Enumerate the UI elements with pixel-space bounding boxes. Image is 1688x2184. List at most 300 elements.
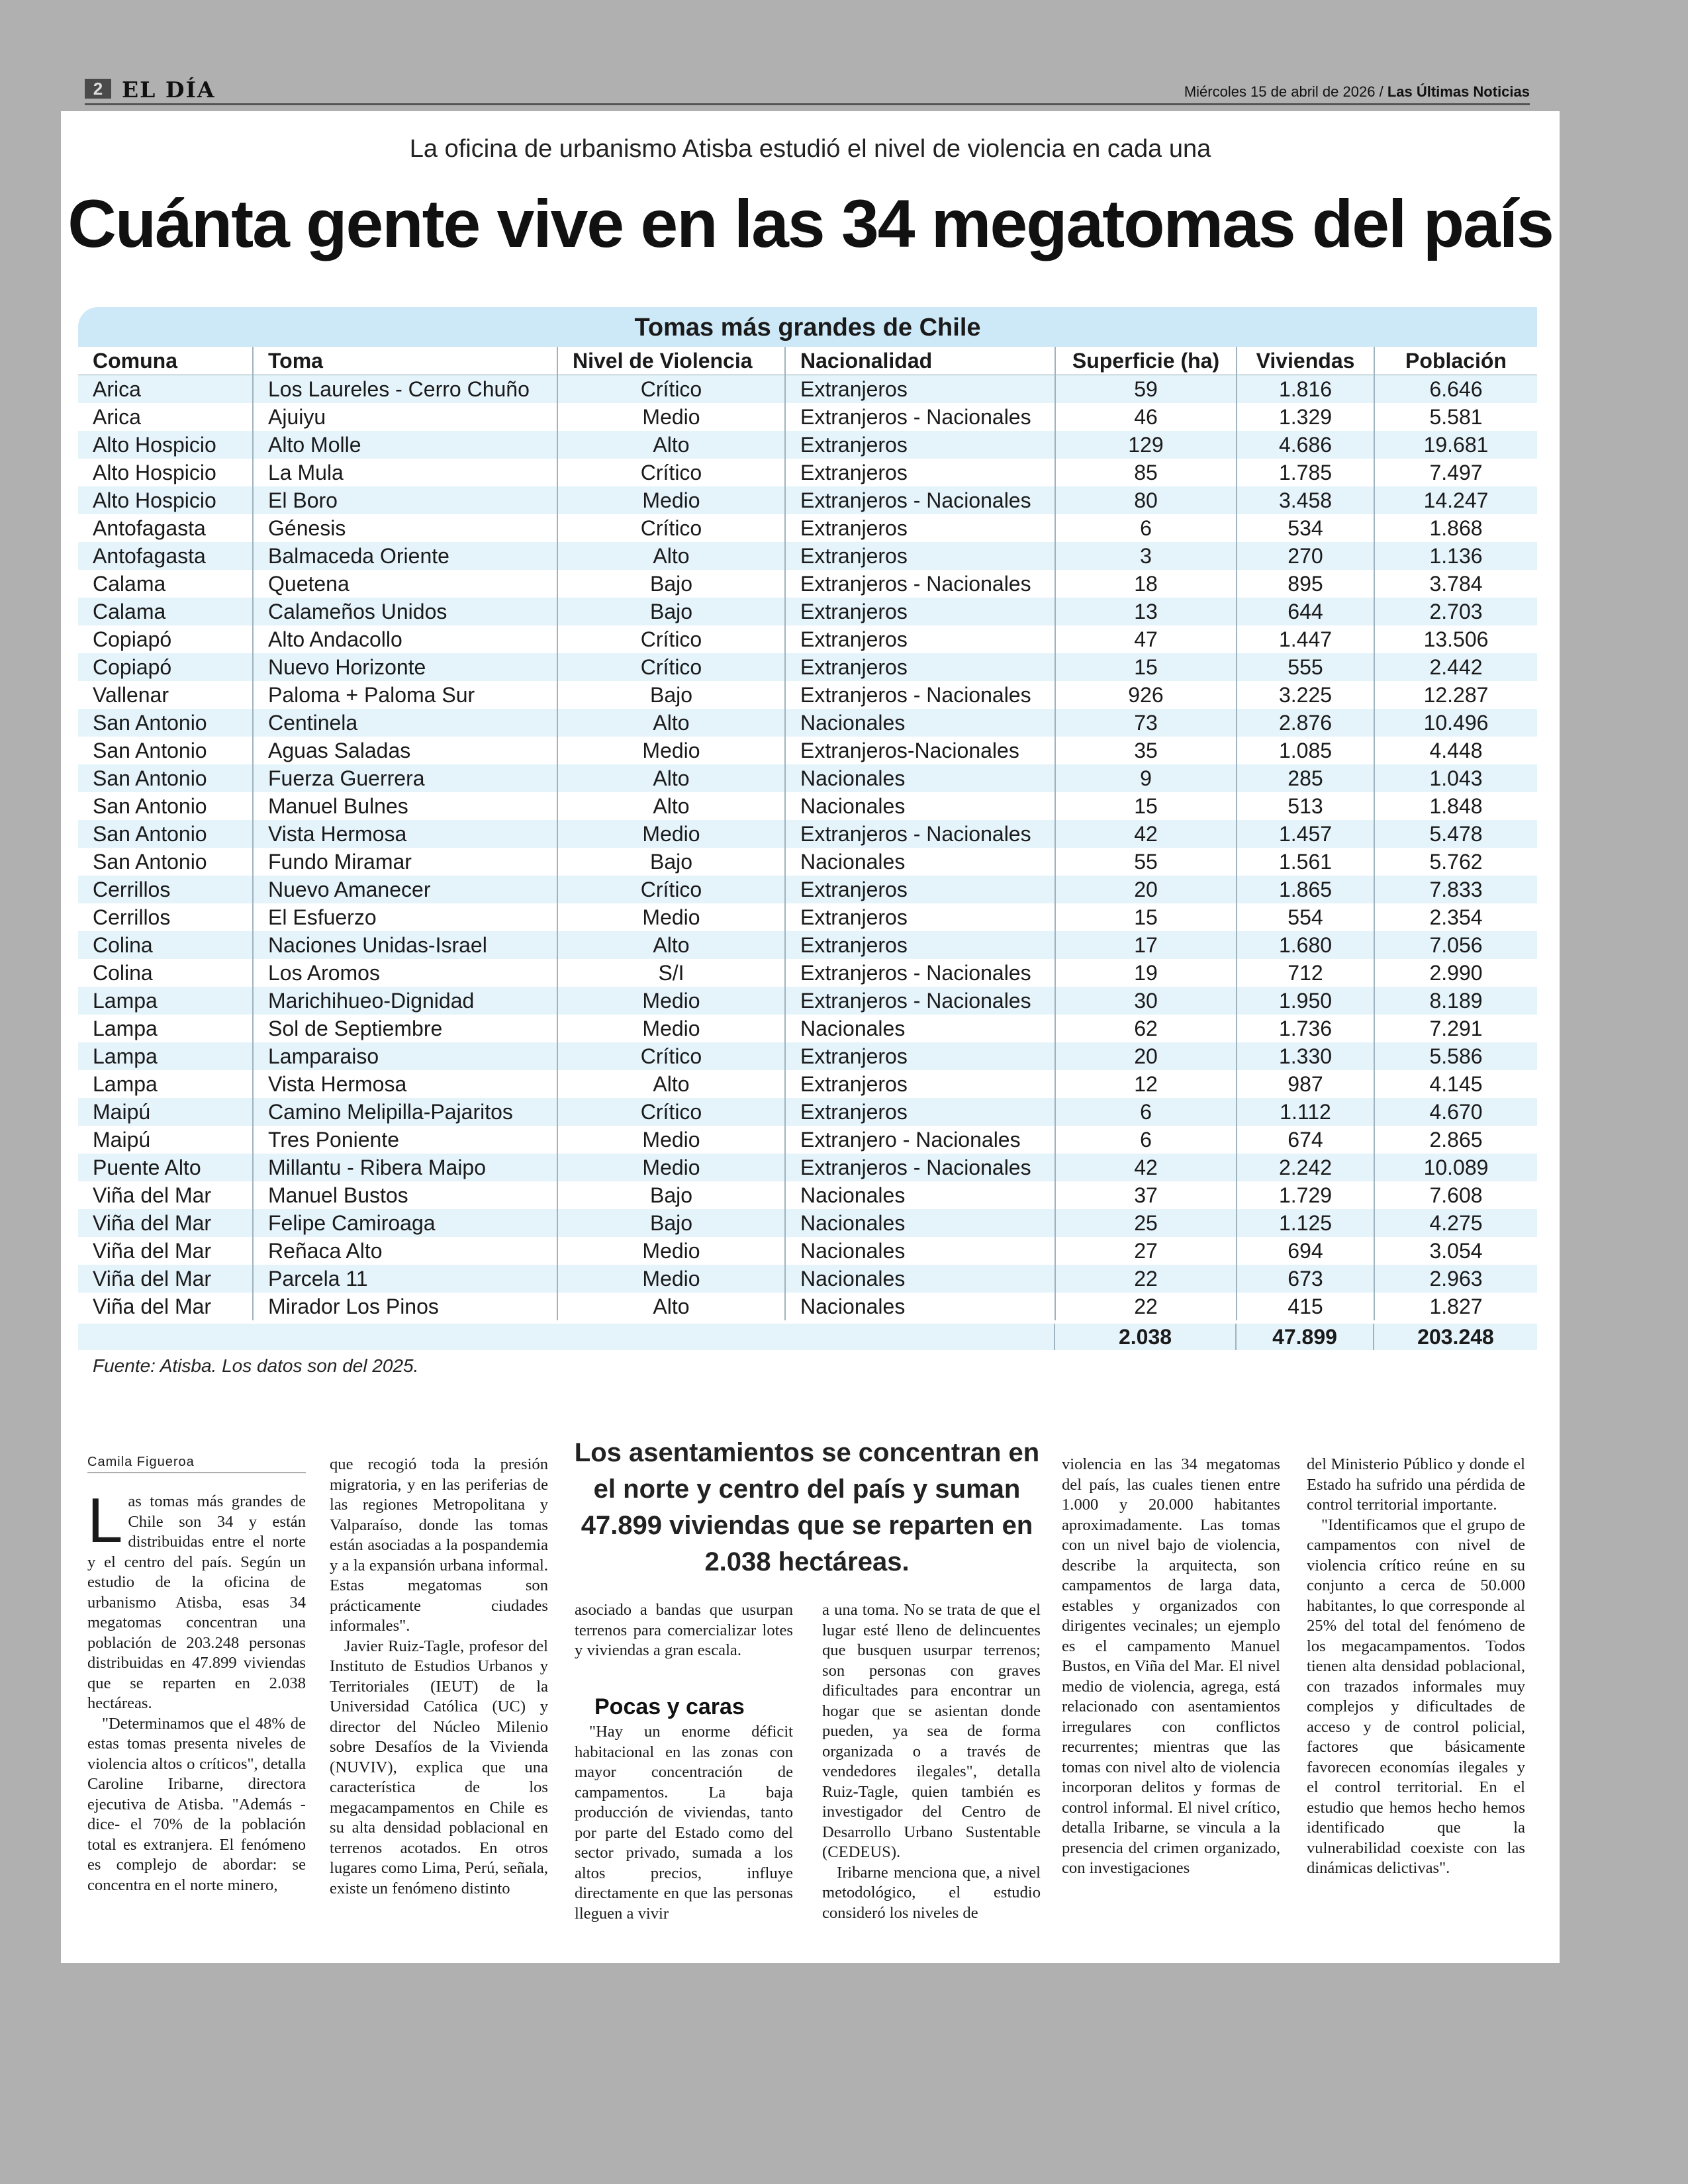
cell-superficie: 46 bbox=[1055, 403, 1237, 431]
cell-superficie: 926 bbox=[1055, 681, 1237, 709]
cell-poblacion: 1.827 bbox=[1374, 1293, 1537, 1320]
cell-viviendas: 673 bbox=[1237, 1265, 1374, 1293]
table-row bbox=[78, 1293, 1537, 1320]
paragraph: violencia en las 34 megatomas del país, las cuales tienen entre 1.000 y 20.000 habitantes aproximadamente. Las tomas con un nivel bajo de violencia, describe la arquitecta, son campamentos de larga data, estables y organizados con dirigentes vecinales; un ejemplo es el campamento Manuel Bustos, en Viña del Mar. El nivel medio de violencia, agrega, está relacionado con asentamientos irregulares con conflictos recurrentes; mientras que las tomas con nivel alto de violencia incorporan delitos y formas de control informal. El nivel crítico, detalla Iribarne, se vincula a la presencia del crimen organizado, con investigaciones bbox=[1062, 1455, 1280, 1877]
cell-nacionalidad: Extranjeros bbox=[785, 653, 1055, 681]
cell-toma: Felipe Camiroaga bbox=[253, 1209, 557, 1237]
cell-viviendas: 4.686 bbox=[1237, 431, 1374, 459]
cell-superficie: 13 bbox=[1055, 598, 1237, 625]
cell-poblacion: 1.043 bbox=[1374, 764, 1537, 792]
cell-superficie: 6 bbox=[1055, 514, 1237, 542]
cell-violencia: Crítico bbox=[557, 1042, 785, 1070]
cell-nacionalidad: Extranjeros - Nacionales bbox=[785, 681, 1055, 709]
cell-nacionalidad: Extranjeros bbox=[785, 625, 1055, 653]
cell-toma: Millantu - Ribera Maipo bbox=[253, 1154, 557, 1181]
byline: Camila Figueroa bbox=[87, 1455, 306, 1473]
total-superficie: 2.038 bbox=[1118, 1325, 1172, 1349]
cell-superficie: 18 bbox=[1055, 570, 1237, 598]
cell-comuna: Lampa bbox=[78, 1015, 253, 1042]
cell-poblacion: 10.496 bbox=[1374, 709, 1537, 737]
cell-superficie: 15 bbox=[1055, 653, 1237, 681]
cell-comuna: Copiapó bbox=[78, 653, 253, 681]
cell-comuna: Puente Alto bbox=[78, 1154, 253, 1181]
cell-poblacion: 4.145 bbox=[1374, 1070, 1537, 1098]
table-row bbox=[78, 1126, 1537, 1154]
cell-viviendas: 987 bbox=[1237, 1070, 1374, 1098]
paragraph: "Identificamos que el grupo de campamentos con nivel de violencia crítico reúne en su conjunto a cerca de 50.000 habitantes, lo que corresponde al 25% del total del fenómeno de los megacampamentos. Todos tienen alta densidad poblacional, con trazados informales muy complejos y dificultades de acceso y de control policial, factores que básicamente favorecen economías ilegales y el control territorial. En el estudio que hemos hecho hemos identificado que la vulnerabilidad coexiste con las dinámicas delictivas". bbox=[1307, 1516, 1525, 1877]
table-row bbox=[78, 820, 1537, 848]
cell-poblacion: 14.247 bbox=[1374, 486, 1537, 514]
cell-toma: Vista Hermosa bbox=[253, 820, 557, 848]
cell-toma: Paloma + Paloma Sur bbox=[253, 681, 557, 709]
cell-violencia: Crítico bbox=[557, 459, 785, 486]
cell-toma: Balmaceda Oriente bbox=[253, 542, 557, 570]
cell-comuna: San Antonio bbox=[78, 764, 253, 792]
cell-viviendas: 694 bbox=[1237, 1237, 1374, 1265]
cell-superficie: 15 bbox=[1055, 792, 1237, 820]
cell-poblacion: 19.681 bbox=[1374, 431, 1537, 459]
cell-toma: Nuevo Amanecer bbox=[253, 876, 557, 903]
cell-toma: Alto Molle bbox=[253, 431, 557, 459]
article-column-4 bbox=[822, 1600, 1041, 1923]
col-header-poblacion: Población bbox=[1374, 347, 1537, 375]
cell-superficie: 9 bbox=[1055, 764, 1237, 792]
paragraph: que recogió toda la presión migratoria, y en las periferias de las regiones Metropolitana y Valparaíso, donde las tomas están asociadas a la pospandemia y a la expansión urbana informal. Estas megatomas son prácticamente ciudades informales". bbox=[330, 1455, 548, 1635]
cell-nacionalidad: Extranjeros bbox=[785, 903, 1055, 931]
cell-toma: Marichihueo-Dignidad bbox=[253, 987, 557, 1015]
cell-toma: Tres Poniente bbox=[253, 1126, 557, 1154]
dateline bbox=[1184, 83, 1530, 101]
cell-nacionalidad: Extranjeros bbox=[785, 542, 1055, 570]
cell-comuna: Colina bbox=[78, 931, 253, 959]
cell-poblacion: 2.990 bbox=[1374, 959, 1537, 987]
cell-toma: Parcela 11 bbox=[253, 1265, 557, 1293]
table-row bbox=[78, 375, 1537, 404]
cell-viviendas: 534 bbox=[1237, 514, 1374, 542]
cell-poblacion: 6.646 bbox=[1374, 375, 1537, 404]
cell-poblacion: 7.608 bbox=[1374, 1181, 1537, 1209]
cell-viviendas: 555 bbox=[1237, 653, 1374, 681]
cell-nacionalidad: Extranjeros bbox=[785, 431, 1055, 459]
cell-viviendas: 1.816 bbox=[1237, 375, 1374, 404]
cell-viviendas: 2.876 bbox=[1237, 709, 1374, 737]
totals-row bbox=[78, 1324, 1537, 1350]
paragraph: asociado a bandas que usurpan terrenos para comercializar lotes y viviendas a gran escala. bbox=[575, 1601, 793, 1659]
paragraph: a una toma. No se trata de que el lugar esté lleno de delincuentes que busquen usurpar terrenos; son personas con graves dificultades para encontrar un hogar que se asientan donde pueden, ya sea de forma organizada o a través de vendedores ilegales", detalla Ruiz-Tagle, quien también es investigador del Centro de Desarrollo Urbano Sustentable (CEDEUS). bbox=[822, 1601, 1041, 1861]
table-row bbox=[78, 1015, 1537, 1042]
cell-violencia: Medio bbox=[557, 737, 785, 764]
cell-poblacion: 7.497 bbox=[1374, 459, 1537, 486]
cell-toma: Reñaca Alto bbox=[253, 1237, 557, 1265]
cell-toma: Centinela bbox=[253, 709, 557, 737]
table-row bbox=[78, 570, 1537, 598]
cell-viviendas: 1.729 bbox=[1237, 1181, 1374, 1209]
cell-nacionalidad: Nacionales bbox=[785, 1265, 1055, 1293]
cell-poblacion: 5.478 bbox=[1374, 820, 1537, 848]
cell-violencia: Alto bbox=[557, 764, 785, 792]
cell-nacionalidad: Nacionales bbox=[785, 764, 1055, 792]
cell-viviendas: 285 bbox=[1237, 764, 1374, 792]
col-header-toma: Toma bbox=[253, 347, 557, 375]
cell-poblacion: 10.089 bbox=[1374, 1154, 1537, 1181]
cell-nacionalidad: Extranjeros - Nacionales bbox=[785, 570, 1055, 598]
cell-violencia: Medio bbox=[557, 820, 785, 848]
cell-superficie: 37 bbox=[1055, 1181, 1237, 1209]
table-row bbox=[78, 1181, 1537, 1209]
cell-superficie: 85 bbox=[1055, 459, 1237, 486]
cell-comuna: Maipú bbox=[78, 1126, 253, 1154]
cell-viviendas: 1.736 bbox=[1237, 1015, 1374, 1042]
table-row bbox=[78, 1098, 1537, 1126]
cell-comuna: Colina bbox=[78, 959, 253, 987]
cell-nacionalidad: Nacionales bbox=[785, 1237, 1055, 1265]
col-header-nacionalidad: Nacionalidad bbox=[785, 347, 1055, 375]
cell-comuna: San Antonio bbox=[78, 709, 253, 737]
total-viviendas: 47.899 bbox=[1272, 1325, 1337, 1349]
col-header-violencia: Nivel de Violencia bbox=[557, 347, 785, 375]
cell-comuna: San Antonio bbox=[78, 820, 253, 848]
cell-comuna: Calama bbox=[78, 570, 253, 598]
table-row bbox=[78, 709, 1537, 737]
cell-violencia: Medio bbox=[557, 903, 785, 931]
cell-violencia: Medio bbox=[557, 1126, 785, 1154]
table-row bbox=[78, 1237, 1537, 1265]
paragraph: "Determinamos que el 48% de estas tomas presenta niveles de violencia altos o críticos", detalla Caroline Iribarne, directora ejecutiva de Atisba. "Además -dice- el 70% de la población total es extranjera. El fenómeno es complejo de abordar: se concentra en el norte minero, bbox=[87, 1714, 306, 1894]
cell-viviendas: 1.785 bbox=[1237, 459, 1374, 486]
cell-comuna: Lampa bbox=[78, 1042, 253, 1070]
cell-viviendas: 1.112 bbox=[1237, 1098, 1374, 1126]
cell-nacionalidad: Extranjeros bbox=[785, 876, 1055, 903]
table-row bbox=[78, 1154, 1537, 1181]
cell-superficie: 30 bbox=[1055, 987, 1237, 1015]
cell-toma: Génesis bbox=[253, 514, 557, 542]
cell-superficie: 55 bbox=[1055, 848, 1237, 876]
cell-violencia: Crítico bbox=[557, 1098, 785, 1126]
cell-poblacion: 1.848 bbox=[1374, 792, 1537, 820]
cell-superficie: 22 bbox=[1055, 1265, 1237, 1293]
section-name: EL DÍA bbox=[122, 77, 216, 103]
cell-violencia: Bajo bbox=[557, 1209, 785, 1237]
cell-viviendas: 415 bbox=[1237, 1293, 1374, 1320]
cell-comuna: Lampa bbox=[78, 1070, 253, 1098]
cell-viviendas: 270 bbox=[1237, 542, 1374, 570]
cell-toma: Camino Melipilla-Pajaritos bbox=[253, 1098, 557, 1126]
cell-superficie: 22 bbox=[1055, 1293, 1237, 1320]
col-header-superficie: Superficie (ha) bbox=[1055, 347, 1237, 375]
cell-viviendas: 3.458 bbox=[1237, 486, 1374, 514]
cell-violencia: Medio bbox=[557, 1237, 785, 1265]
cell-viviendas: 554 bbox=[1237, 903, 1374, 931]
masthead bbox=[85, 77, 1530, 103]
table-row bbox=[78, 598, 1537, 625]
cell-violencia: Crítico bbox=[557, 876, 785, 903]
table-row bbox=[78, 1265, 1537, 1293]
cell-viviendas: 3.225 bbox=[1237, 681, 1374, 709]
cell-viviendas: 1.561 bbox=[1237, 848, 1374, 876]
cell-poblacion: 1.136 bbox=[1374, 542, 1537, 570]
cell-comuna: San Antonio bbox=[78, 737, 253, 764]
article-column-3-continued bbox=[575, 1722, 793, 1924]
article-column-2 bbox=[330, 1455, 548, 1899]
cell-comuna: Viña del Mar bbox=[78, 1209, 253, 1237]
table-header-row bbox=[78, 347, 1537, 375]
cell-violencia: Bajo bbox=[557, 570, 785, 598]
cell-viviendas: 1.085 bbox=[1237, 737, 1374, 764]
cell-superficie: 19 bbox=[1055, 959, 1237, 987]
cell-viviendas: 1.329 bbox=[1237, 403, 1374, 431]
cell-comuna: Alto Hospicio bbox=[78, 459, 253, 486]
cell-superficie: 129 bbox=[1055, 431, 1237, 459]
cell-superficie: 27 bbox=[1055, 1237, 1237, 1265]
cell-poblacion: 4.670 bbox=[1374, 1098, 1537, 1126]
cell-violencia: Medio bbox=[557, 403, 785, 431]
cell-superficie: 47 bbox=[1055, 625, 1237, 653]
cell-superficie: 3 bbox=[1055, 542, 1237, 570]
cell-poblacion: 4.448 bbox=[1374, 737, 1537, 764]
cell-superficie: 42 bbox=[1055, 1154, 1237, 1181]
cell-comuna: Alto Hospicio bbox=[78, 486, 253, 514]
cell-nacionalidad: Extranjeros - Nacionales bbox=[785, 959, 1055, 987]
cell-viviendas: 1.447 bbox=[1237, 625, 1374, 653]
cell-poblacion: 1.868 bbox=[1374, 514, 1537, 542]
col-header-viviendas: Viviendas bbox=[1237, 347, 1374, 375]
cell-violencia: Alto bbox=[557, 431, 785, 459]
cell-comuna: Alto Hospicio bbox=[78, 431, 253, 459]
cell-superficie: 25 bbox=[1055, 1209, 1237, 1237]
article-column-1 bbox=[87, 1485, 306, 1895]
cell-nacionalidad: Extranjeros - Nacionales bbox=[785, 486, 1055, 514]
cell-viviendas: 2.242 bbox=[1237, 1154, 1374, 1181]
cell-poblacion: 3.054 bbox=[1374, 1237, 1537, 1265]
cell-toma: El Boro bbox=[253, 486, 557, 514]
cell-violencia: Alto bbox=[557, 931, 785, 959]
cell-poblacion: 2.703 bbox=[1374, 598, 1537, 625]
table-row bbox=[78, 876, 1537, 903]
table-row bbox=[78, 987, 1537, 1015]
dateline-separator: / bbox=[1379, 83, 1383, 100]
cell-poblacion: 8.189 bbox=[1374, 987, 1537, 1015]
cell-comuna: Calama bbox=[78, 598, 253, 625]
cell-superficie: 6 bbox=[1055, 1098, 1237, 1126]
cell-superficie: 80 bbox=[1055, 486, 1237, 514]
cell-superficie: 6 bbox=[1055, 1126, 1237, 1154]
cell-viviendas: 712 bbox=[1237, 959, 1374, 987]
cell-superficie: 12 bbox=[1055, 1070, 1237, 1098]
cell-nacionalidad: Nacionales bbox=[785, 1209, 1055, 1237]
cell-comuna: Antofagasta bbox=[78, 542, 253, 570]
cell-comuna: Lampa bbox=[78, 987, 253, 1015]
cell-violencia: Crítico bbox=[557, 625, 785, 653]
cell-violencia: Medio bbox=[557, 1015, 785, 1042]
table-body bbox=[78, 375, 1537, 1321]
cell-toma: El Esfuerzo bbox=[253, 903, 557, 931]
cell-poblacion: 5.762 bbox=[1374, 848, 1537, 876]
paragraph-text: as tomas más grandes de Chile son 34 y están distribuidas entre el norte y el centro del país. Según un estudio de la oficina de urbanismo Atisba, esas 34 megatomas concentran una población de 203.248 personas distribuidas en 47.899 viviendas que se reparten en 2.038 hectáreas. bbox=[87, 1492, 306, 1712]
table-row bbox=[78, 542, 1537, 570]
cell-poblacion: 4.275 bbox=[1374, 1209, 1537, 1237]
cell-poblacion: 2.442 bbox=[1374, 653, 1537, 681]
cell-nacionalidad: Extranjeros bbox=[785, 375, 1055, 404]
cell-nacionalidad: Extranjeros bbox=[785, 931, 1055, 959]
table-row bbox=[78, 1042, 1537, 1070]
cell-toma: Naciones Unidas-Israel bbox=[253, 931, 557, 959]
paragraph: Javier Ruiz-Tagle, profesor del Instituto de Estudios Urbanos y Territoriales (IEUT) de la Universidad Católica (UC) y director del Núcleo Milenio sobre Desafíos de la Vivienda (NUVIV), explica que una característica de los megacampamentos en Chile es su alta densidad poblacional en terrenos acotados. En otros lugares como Lima, Perú, señala, existe un fenómeno distinto bbox=[330, 1637, 548, 1897]
megatomas-table bbox=[78, 347, 1537, 1320]
cell-nacionalidad: Extranjeros bbox=[785, 459, 1055, 486]
cell-toma: Alto Andacollo bbox=[253, 625, 557, 653]
cell-toma: Los Laureles - Cerro Chuño bbox=[253, 375, 557, 404]
pull-quote: Los asentamientos se concentran en el norte y centro del país y suman 47.899 viviendas que se reparten en 2.038 hectáreas. bbox=[574, 1438, 1040, 1576]
cell-poblacion: 7.833 bbox=[1374, 876, 1537, 903]
table-row bbox=[78, 459, 1537, 486]
cell-comuna: San Antonio bbox=[78, 792, 253, 820]
table-row bbox=[78, 848, 1537, 876]
page-number: 2 bbox=[85, 79, 111, 99]
cell-viviendas: 895 bbox=[1237, 570, 1374, 598]
table-row bbox=[78, 403, 1537, 431]
article-column-5 bbox=[1062, 1455, 1280, 1879]
paragraph: del Ministerio Público y donde el Estado ha sufrido una pérdida de control territorial importante. bbox=[1307, 1455, 1525, 1514]
cell-comuna: Vallenar bbox=[78, 681, 253, 709]
table-row bbox=[78, 959, 1537, 987]
drop-cap: L bbox=[87, 1485, 123, 1556]
table-title: Tomas más grandes de Chile bbox=[78, 307, 1537, 347]
table-row bbox=[78, 931, 1537, 959]
cell-violencia: Bajo bbox=[557, 848, 785, 876]
table-row bbox=[78, 431, 1537, 459]
cell-toma: Fundo Miramar bbox=[253, 848, 557, 876]
cell-comuna: Arica bbox=[78, 403, 253, 431]
col-header-comuna: Comuna bbox=[78, 347, 253, 375]
cell-toma: Manuel Bulnes bbox=[253, 792, 557, 820]
table-row bbox=[78, 486, 1537, 514]
article-kicker: La oficina de urbanismo Atisba estudió el nivel de violencia en cada una bbox=[409, 135, 1211, 163]
cell-violencia: Medio bbox=[557, 486, 785, 514]
table-row bbox=[78, 1209, 1537, 1237]
cell-toma: Aguas Saladas bbox=[253, 737, 557, 764]
cell-viviendas: 1.457 bbox=[1237, 820, 1374, 848]
table-source: Fuente: Atisba. Los datos son del 2025. bbox=[93, 1355, 419, 1376]
cell-comuna: Viña del Mar bbox=[78, 1237, 253, 1265]
article-headline: Cuánta gente vive en las 34 megatomas del país bbox=[68, 186, 1553, 261]
article-column-6 bbox=[1307, 1455, 1525, 1879]
cell-viviendas: 513 bbox=[1237, 792, 1374, 820]
cell-poblacion: 12.287 bbox=[1374, 681, 1537, 709]
cell-nacionalidad: Extranjeros - Nacionales bbox=[785, 820, 1055, 848]
cell-viviendas: 1.680 bbox=[1237, 931, 1374, 959]
cell-viviendas: 674 bbox=[1237, 1126, 1374, 1154]
paragraph: "Hay un enorme déficit habitacional en las zonas con mayor concentración de campamentos. La baja producción de viviendas, tanto por parte del Estado como del sector privado, sumada a los altos precios, influye directamente en que las personas lleguen a vivir bbox=[575, 1723, 793, 1923]
cell-violencia: Crítico bbox=[557, 375, 785, 404]
cell-comuna: Cerrillos bbox=[78, 903, 253, 931]
cell-nacionalidad: Nacionales bbox=[785, 1015, 1055, 1042]
cell-comuna: Maipú bbox=[78, 1098, 253, 1126]
table-row bbox=[78, 653, 1537, 681]
cell-poblacion: 5.581 bbox=[1374, 403, 1537, 431]
cell-comuna: Viña del Mar bbox=[78, 1293, 253, 1320]
table-row bbox=[78, 1070, 1537, 1098]
cell-toma: Vista Hermosa bbox=[253, 1070, 557, 1098]
cell-violencia: Alto bbox=[557, 1070, 785, 1098]
cell-toma: Sol de Septiembre bbox=[253, 1015, 557, 1042]
cell-violencia: Bajo bbox=[557, 1181, 785, 1209]
cell-nacionalidad: Extranjeros bbox=[785, 1042, 1055, 1070]
cell-violencia: Alto bbox=[557, 709, 785, 737]
cell-superficie: 35 bbox=[1055, 737, 1237, 764]
cell-nacionalidad: Nacionales bbox=[785, 1181, 1055, 1209]
cell-superficie: 42 bbox=[1055, 820, 1237, 848]
cell-poblacion: 2.354 bbox=[1374, 903, 1537, 931]
cell-poblacion: 3.784 bbox=[1374, 570, 1537, 598]
paragraph bbox=[87, 1485, 306, 1714]
cell-poblacion: 2.963 bbox=[1374, 1265, 1537, 1293]
cell-nacionalidad: Nacionales bbox=[785, 709, 1055, 737]
cell-comuna: Antofagasta bbox=[78, 514, 253, 542]
cell-nacionalidad: Nacionales bbox=[785, 848, 1055, 876]
cell-superficie: 15 bbox=[1055, 903, 1237, 931]
cell-violencia: Bajo bbox=[557, 681, 785, 709]
total-poblacion: 203.248 bbox=[1417, 1325, 1494, 1349]
cell-toma: Mirador Los Pinos bbox=[253, 1293, 557, 1320]
cell-nacionalidad: Extranjeros bbox=[785, 598, 1055, 625]
cell-violencia: Alto bbox=[557, 792, 785, 820]
cell-nacionalidad: Extranjeros-Nacionales bbox=[785, 737, 1055, 764]
cell-violencia: Medio bbox=[557, 987, 785, 1015]
cell-nacionalidad: Extranjeros bbox=[785, 1070, 1055, 1098]
cell-poblacion: 2.865 bbox=[1374, 1126, 1537, 1154]
table-row bbox=[78, 792, 1537, 820]
table-row bbox=[78, 514, 1537, 542]
cell-nacionalidad: Extranjeros - Nacionales bbox=[785, 403, 1055, 431]
cell-viviendas: 1.865 bbox=[1237, 876, 1374, 903]
cell-comuna: Copiapó bbox=[78, 625, 253, 653]
cell-violencia: Bajo bbox=[557, 598, 785, 625]
cell-toma: Los Aromos bbox=[253, 959, 557, 987]
cell-toma: Ajuiyu bbox=[253, 403, 557, 431]
table-row bbox=[78, 681, 1537, 709]
cell-nacionalidad: Nacionales bbox=[785, 792, 1055, 820]
cell-violencia: S/I bbox=[557, 959, 785, 987]
masthead-rule bbox=[85, 103, 1530, 105]
cell-poblacion: 7.056 bbox=[1374, 931, 1537, 959]
cell-violencia: Alto bbox=[557, 1293, 785, 1320]
cell-violencia: Crítico bbox=[557, 653, 785, 681]
cell-superficie: 59 bbox=[1055, 375, 1237, 404]
cell-toma: Quetena bbox=[253, 570, 557, 598]
cell-nacionalidad: Extranjeros - Nacionales bbox=[785, 987, 1055, 1015]
issue-date: Miércoles 15 de abril de 2026 bbox=[1184, 83, 1376, 100]
cell-superficie: 62 bbox=[1055, 1015, 1237, 1042]
cell-superficie: 73 bbox=[1055, 709, 1237, 737]
cell-toma: Lamparaiso bbox=[253, 1042, 557, 1070]
cell-comuna: San Antonio bbox=[78, 848, 253, 876]
table-row bbox=[78, 737, 1537, 764]
table-row bbox=[78, 903, 1537, 931]
cell-nacionalidad: Extranjeros bbox=[785, 1098, 1055, 1126]
cell-nacionalidad: Extranjeros - Nacionales bbox=[785, 1154, 1055, 1181]
cell-superficie: 20 bbox=[1055, 876, 1237, 903]
cell-poblacion: 7.291 bbox=[1374, 1015, 1537, 1042]
cell-poblacion: 13.506 bbox=[1374, 625, 1537, 653]
cell-violencia: Medio bbox=[557, 1154, 785, 1181]
cell-comuna: Viña del Mar bbox=[78, 1181, 253, 1209]
publication-name: Las Últimas Noticias bbox=[1387, 83, 1530, 100]
cell-toma: Fuerza Guerrera bbox=[253, 764, 557, 792]
cell-poblacion: 5.586 bbox=[1374, 1042, 1537, 1070]
article-column-3 bbox=[575, 1600, 793, 1661]
cell-toma: Nuevo Horizonte bbox=[253, 653, 557, 681]
cell-toma: La Mula bbox=[253, 459, 557, 486]
